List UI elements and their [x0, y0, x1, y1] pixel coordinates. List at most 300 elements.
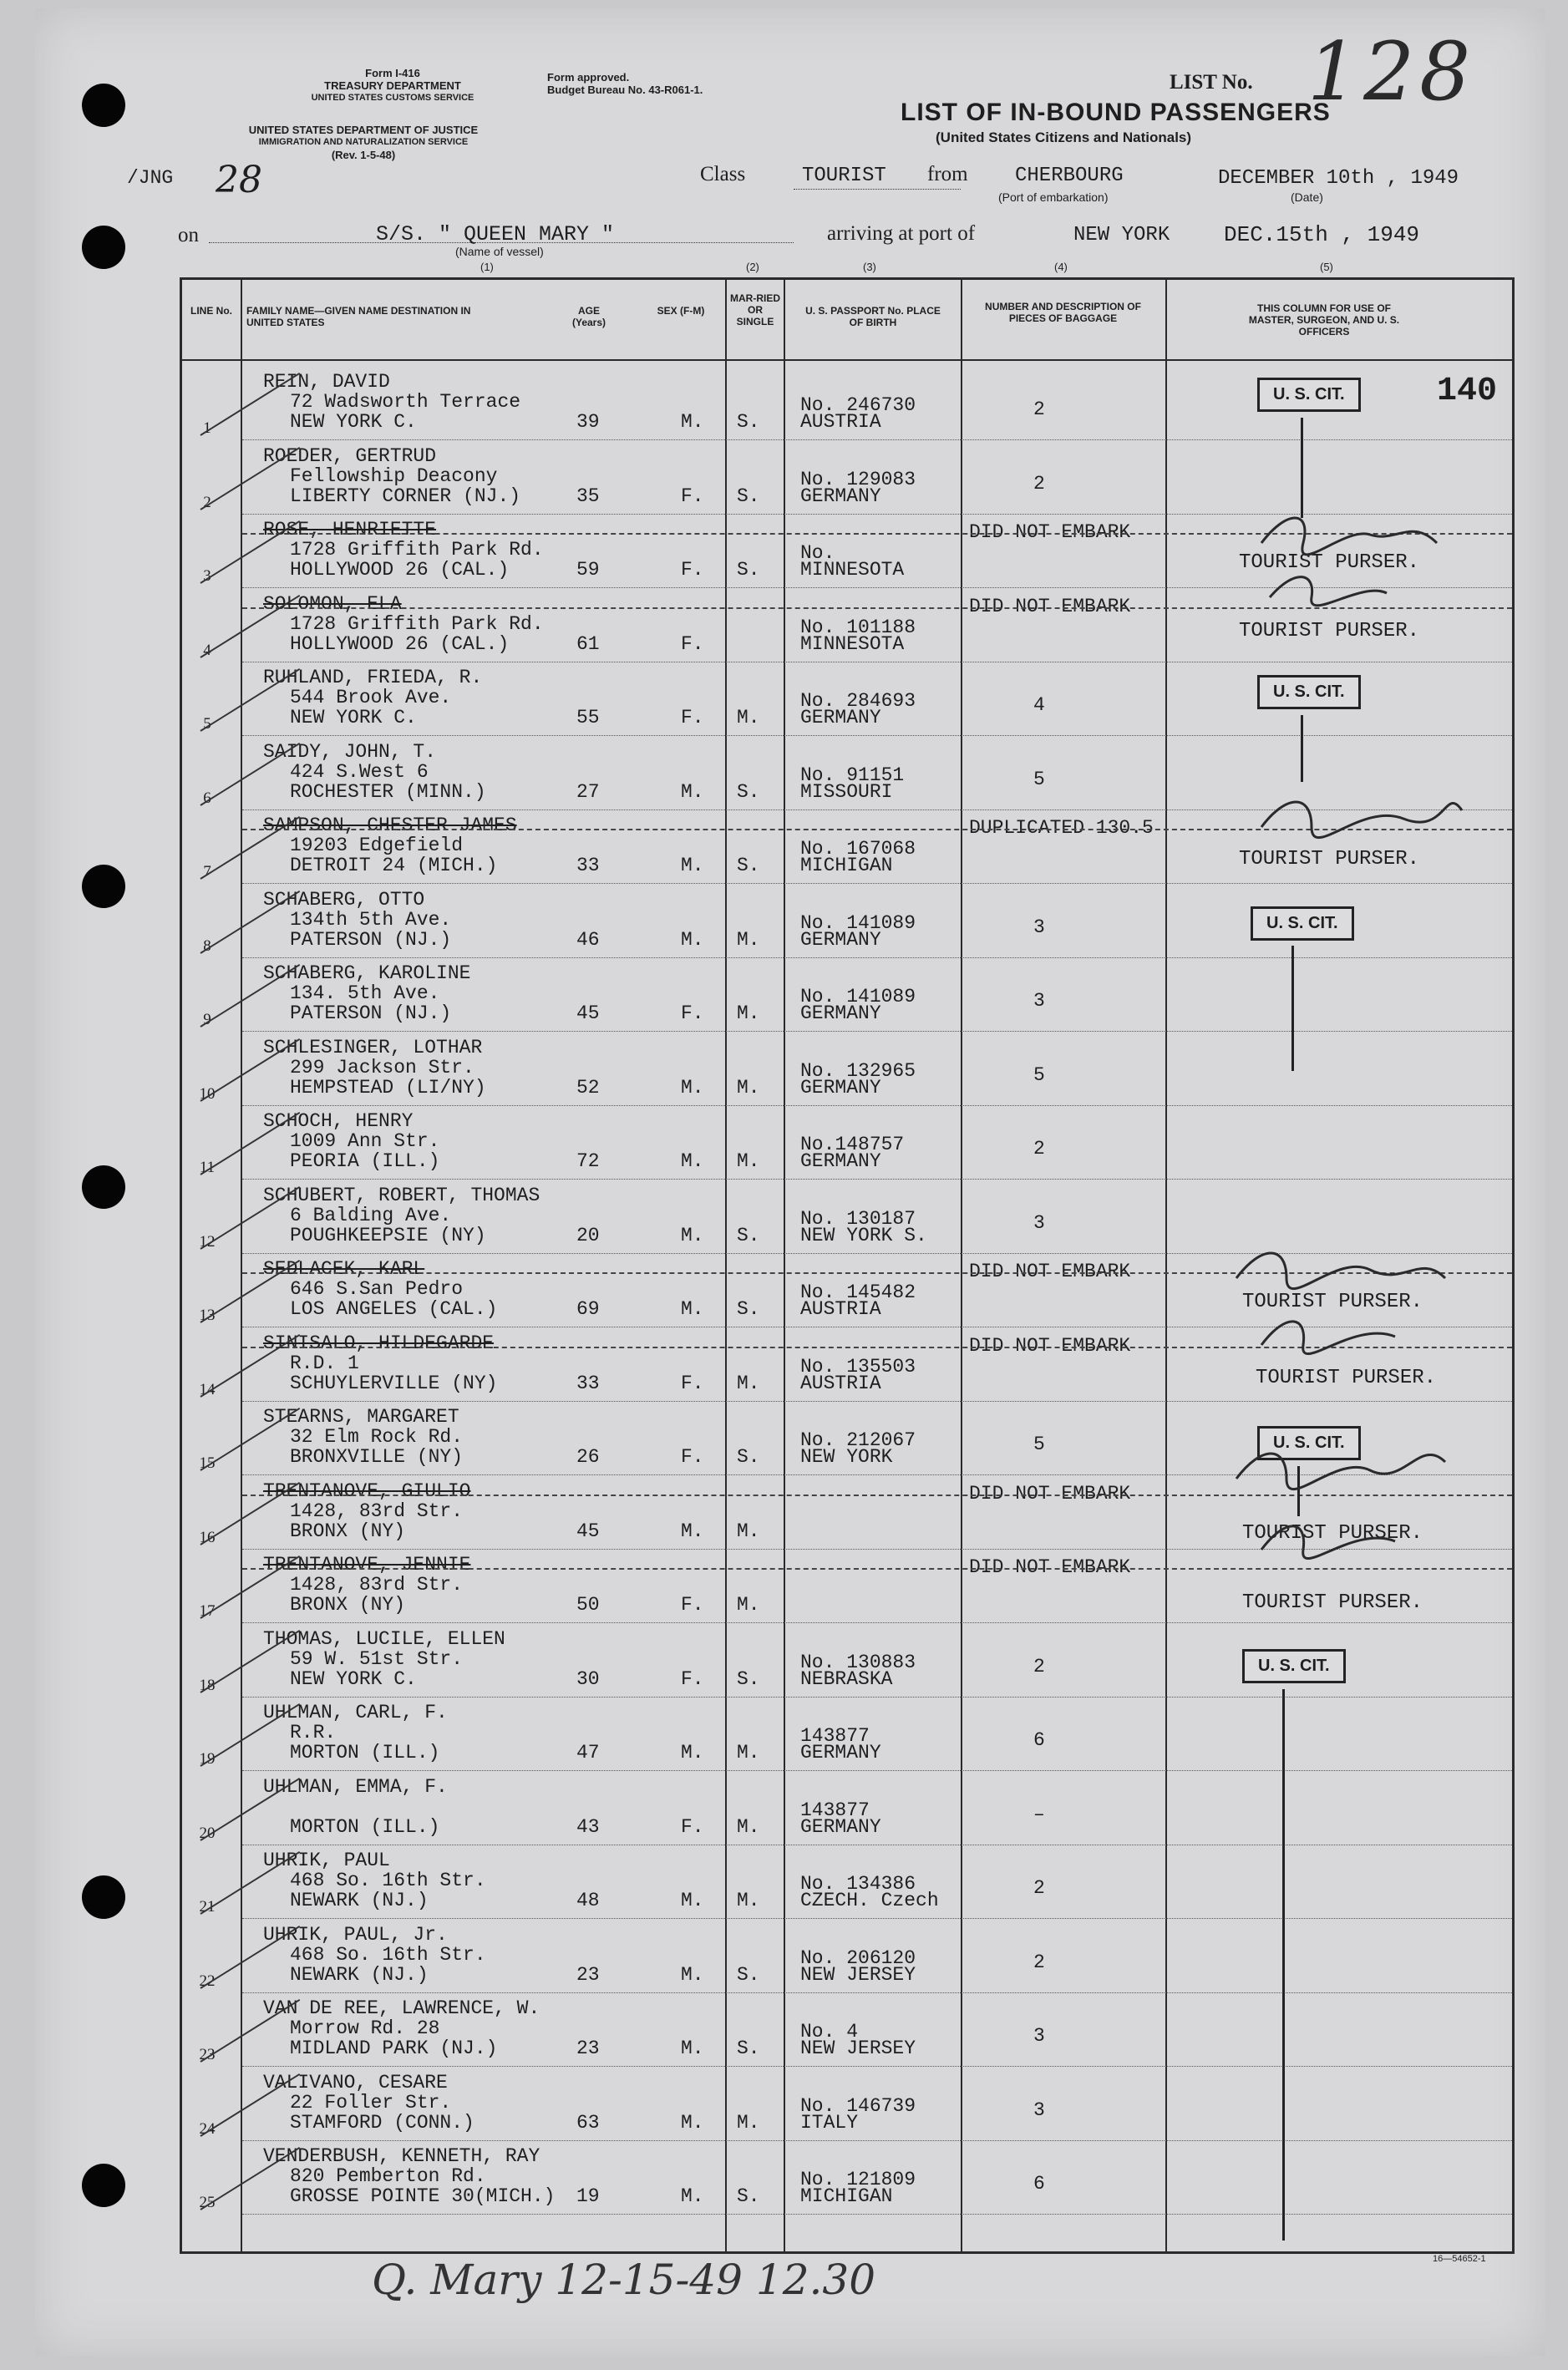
baggage-count: 2: [1033, 1138, 1045, 1160]
tourist-purser-note: TOURIST PURSER.: [1242, 1291, 1423, 1313]
line-number: 9: [203, 1011, 211, 1028]
baggage-count: DID NOT EMBARK: [969, 1483, 1131, 1505]
check-mark: [200, 1778, 300, 1841]
passenger-name: SAMPSON, CHESTER JAMES: [263, 815, 517, 836]
address-street: Fellowship Deacony: [290, 465, 498, 487]
marital-status: M.: [737, 1816, 760, 1838]
us-cit-stamp: U. S. CIT.: [1257, 675, 1361, 709]
check-mark: [200, 1555, 300, 1619]
age-value: 23: [576, 1964, 600, 1986]
line-number: 4: [203, 642, 211, 659]
baggage-count: 6: [1033, 1729, 1045, 1751]
check-mark: [200, 743, 300, 806]
address-city: BRONXVILLE (NY): [290, 1446, 464, 1468]
purser-signatures: [1236, 493, 1529, 844]
address-street: 59 W. 51st Str.: [290, 1648, 464, 1670]
check-mark: [200, 2147, 300, 2210]
address-street: 646 S.San Pedro: [290, 1278, 464, 1300]
baggage-count: 5: [1033, 769, 1045, 790]
punch-hole: [82, 84, 125, 127]
age-value: 19: [576, 2185, 600, 2207]
baggage-count: 3: [1033, 990, 1045, 1012]
passenger-name: UHLMAN, EMMA, F.: [263, 1776, 448, 1798]
passport-number: No. 167068: [800, 838, 916, 860]
place-of-birth: MICHIGAN: [800, 855, 893, 876]
address-street: 1728 Griffith Park Rd.: [290, 539, 544, 561]
address-city: BRONX (NY): [290, 1594, 406, 1616]
age-value: 59: [576, 559, 600, 581]
baggage-count: 3: [1033, 916, 1045, 938]
passenger-name: SCHUBERT, ROBERT, THOMAS: [263, 1185, 540, 1206]
marital-status: M.: [737, 1520, 760, 1542]
clerk-initials: /JNG: [127, 167, 174, 189]
table-row: [0, 1698, 1568, 1772]
form-approved: Form approved.: [547, 71, 630, 84]
tourist-purser-note: TOURIST PURSER.: [1242, 1522, 1423, 1545]
age-value: 52: [576, 1077, 600, 1099]
place-of-birth: GERMANY: [800, 1816, 881, 1838]
col-num-2: (2): [746, 261, 759, 273]
place-of-birth: GERMANY: [800, 707, 881, 728]
age-value: 45: [576, 1002, 600, 1024]
age-value: 69: [576, 1298, 600, 1320]
count-annotation: 140: [1437, 373, 1498, 410]
col-num-1: (1): [480, 261, 494, 273]
sex-value: M.: [681, 2112, 704, 2134]
check-mark: [200, 1926, 300, 1989]
passenger-name: UHRIK, PAUL: [263, 1850, 390, 1871]
place-of-birth: NEW YORK S.: [800, 1225, 927, 1246]
check-mark: [200, 1260, 300, 1323]
baggage-count: 2: [1033, 398, 1045, 420]
tourist-purser-note: TOURIST PURSER.: [1239, 620, 1420, 642]
age-value: 61: [576, 633, 600, 655]
address-city: ROCHESTER (MINN.): [290, 781, 486, 803]
check-mark: [200, 1186, 300, 1250]
arriving-label: arriving at port of: [827, 222, 976, 245]
page-title: LIST OF IN-BOUND PASSENGERS: [901, 99, 1331, 126]
marital-status: S.: [737, 1668, 760, 1690]
place-of-birth: NEW JERSEY: [800, 1964, 916, 1986]
address-city: BRONX (NY): [290, 1520, 406, 1542]
baggage-count: 5: [1033, 1434, 1045, 1455]
baggage-count: 2: [1033, 1656, 1045, 1677]
marital-status: S.: [737, 1446, 760, 1468]
marital-status: S.: [737, 1225, 760, 1246]
us-cit-stamp: U. S. CIT.: [1251, 906, 1354, 941]
col-header-age: AGE (Years): [571, 305, 606, 328]
place-of-birth: GERMANY: [800, 1150, 881, 1172]
us-cit-stamp: U. S. CIT.: [1257, 378, 1361, 412]
marital-status: M.: [737, 1150, 760, 1172]
address-city: PATERSON (NJ.): [290, 1002, 452, 1024]
address-street: 134th 5th Ave.: [290, 909, 452, 931]
address-city: POUGHKEEPSIE (NY): [290, 1225, 486, 1246]
age-value: 50: [576, 1594, 600, 1616]
form-number: Form I-416: [365, 67, 420, 79]
row-divider: [242, 883, 1512, 884]
col-num-5: (5): [1320, 261, 1333, 273]
age-value: 27: [576, 781, 600, 803]
table-row: [0, 1921, 1568, 1994]
header-divider: [180, 359, 1515, 361]
address-city: NEWARK (NJ.): [290, 1890, 429, 1911]
line-number: 23: [199, 2046, 216, 2063]
passenger-name: VENDERBUSH, KENNETH, RAY: [263, 2145, 540, 2167]
passenger-name: RUHLAND, FRIEDA, R.: [263, 667, 483, 688]
passport-number: No. 91151: [800, 764, 905, 786]
baggage-count: 3: [1033, 1212, 1045, 1234]
sex-value: M.: [681, 2038, 704, 2059]
address-street: R.D. 1: [290, 1352, 359, 1374]
justice-dept: UNITED STATES DEPARTMENT OF JUSTICE: [248, 124, 479, 136]
row-divider: [242, 1622, 1512, 1623]
baggage-count: 3: [1033, 2099, 1045, 2121]
check-mark: [200, 1408, 300, 1471]
passport-number: No. 141089: [800, 912, 916, 934]
check-mark: [200, 668, 300, 732]
place-of-birth: GERMANY: [800, 1002, 881, 1024]
marital-status: M.: [737, 1002, 760, 1024]
place-of-birth: MINNESOTA: [800, 559, 905, 581]
address-street: 820 Pemberton Rd.: [290, 2165, 486, 2187]
marital-status: S.: [737, 559, 760, 581]
address-street: 1009 Ann Str.: [290, 1130, 440, 1152]
marital-status: S.: [737, 2038, 760, 2059]
marital-status: S.: [737, 485, 760, 507]
address-city: DETROIT 24 (MICH.): [290, 855, 498, 876]
place-of-birth: GERMANY: [800, 929, 881, 951]
arrival-port: NEW YORK: [1073, 224, 1170, 246]
line-number: 17: [199, 1602, 216, 1620]
place-of-birth: MINNESOTA: [800, 633, 905, 655]
check-mark: [200, 1630, 300, 1693]
marital-status: S.: [737, 2185, 760, 2207]
check-mark: [200, 1851, 300, 1915]
passport-number: No. 129083: [800, 469, 916, 490]
col-header-name: FAMILY NAME—GIVEN NAME DESTINATION IN UNITED STATES: [246, 305, 471, 328]
passenger-name: VALIVANO, CESARE: [263, 2072, 448, 2093]
line-number: 2: [203, 494, 211, 511]
place-of-birth: MICHIGAN: [800, 2185, 893, 2207]
sex-value: M.: [681, 1077, 704, 1099]
place-of-birth: CZECH. Czech: [800, 1890, 939, 1911]
line-number: 8: [203, 937, 211, 955]
age-value: 30: [576, 1668, 600, 1690]
table-row: [0, 1846, 1568, 1920]
table-row: [0, 1107, 1568, 1180]
col-header-baggage: NUMBER AND DESCRIPTION OF PIECES OF BAGGAGE: [985, 301, 1141, 324]
passenger-name: VAN DE REE, LAWRENCE, W.: [263, 1997, 540, 2019]
sex-value: F.: [681, 633, 704, 655]
passenger-name: SCHABERG, OTTO: [263, 889, 425, 911]
line-number: 20: [199, 1824, 216, 1842]
sex-value: F.: [681, 1446, 704, 1468]
address-city: MORTON (ILL.): [290, 1816, 440, 1838]
marital-status: S.: [737, 411, 760, 433]
sex-value: F.: [681, 1816, 704, 1838]
passenger-name: SOLOMON, ELA: [263, 593, 402, 615]
address-street: 19203 Edgefield: [290, 835, 464, 856]
row-divider: [242, 1918, 1512, 1919]
line-number: 21: [199, 1898, 216, 1916]
place-of-birth: ITALY: [800, 2112, 859, 2134]
vessel-caption: (Name of vessel): [455, 245, 544, 258]
budget-bureau: Budget Bureau No. 43-R061-1.: [547, 84, 703, 96]
address-city: NEWARK (NJ.): [290, 1964, 429, 1986]
passenger-name: SCHLESINGER, LOTHAR: [263, 1037, 483, 1058]
marital-status: S.: [737, 1298, 760, 1320]
row-divider: [242, 1770, 1512, 1771]
sex-value: M.: [681, 929, 704, 951]
passenger-name: REIN, DAVID: [263, 371, 390, 393]
revision: (Rev. 1-5-48): [331, 149, 396, 161]
baggage-count: 4: [1033, 694, 1045, 716]
sex-value: F.: [681, 1373, 704, 1394]
passport-number: No. 246730: [800, 394, 916, 416]
baggage-count: DID NOT EMBARK: [969, 1335, 1131, 1357]
address-city: SCHUYLERVILLE (NY): [290, 1373, 498, 1394]
footer-handwriting: Q. Mary 12-15-49 12.30: [372, 2256, 876, 2304]
class-label: Class: [700, 163, 746, 185]
table-row: [0, 2142, 1568, 2215]
class-underline: [794, 189, 961, 190]
baggage-count: DID NOT EMBARK: [969, 521, 1131, 543]
line-number: 22: [199, 1972, 216, 1990]
check-mark: [200, 891, 300, 954]
row-divider: [242, 439, 1512, 440]
address-city: LIBERTY CORNER (NJ.): [290, 485, 521, 507]
punch-hole: [82, 226, 125, 269]
passport-number: 143877: [800, 1725, 870, 1747]
table-row: [0, 1773, 1568, 1846]
port-caption: (Port of embarkation): [998, 190, 1109, 204]
class-value: TOURIST: [802, 165, 886, 187]
vessel-name: S/S. " QUEEN MARY ": [376, 222, 615, 246]
passenger-name: SAIDY, JOHN, T.: [263, 741, 437, 763]
baggage-count: 2: [1033, 1951, 1045, 1973]
passenger-name: SCHOCH, HENRY: [263, 1110, 414, 1132]
passenger-name: SCHABERG, KAROLINE: [263, 962, 471, 984]
table-row: [0, 1033, 1568, 1107]
table-row: [0, 2068, 1568, 2142]
passport-number: No. 206120: [800, 1947, 916, 1969]
address-street: Morrow Rd. 28: [290, 2017, 440, 2039]
marital-status: S.: [737, 855, 760, 876]
line-number: 16: [199, 1529, 216, 1546]
check-mark: [200, 964, 300, 1028]
col-header-married: MAR-RIED OR SINGLE: [730, 292, 780, 327]
address-city: NEW YORK C.: [290, 707, 417, 728]
place-of-birth: NEW JERSEY: [800, 2038, 916, 2059]
address-city: PATERSON (NJ.): [290, 929, 452, 951]
passport-number: No. 4: [800, 2021, 859, 2043]
line-number: 24: [199, 2120, 216, 2138]
row-divider: [242, 1697, 1512, 1698]
col-num-4: (4): [1054, 261, 1068, 273]
line-number: 13: [199, 1307, 216, 1324]
address-city: MIDLAND PARK (NJ.): [290, 2038, 498, 2059]
col-header-line: LINE No.: [190, 305, 232, 317]
arrival-date: DEC.15th , 1949: [1224, 222, 1420, 247]
col-header-officers: THIS COLUMN FOR USE OF MASTER, SURGEON, AND U. S. OFFICERS: [1248, 302, 1400, 337]
line-number: 5: [203, 715, 211, 733]
age-value: 26: [576, 1446, 600, 1468]
tourist-purser-note: TOURIST PURSER.: [1239, 551, 1420, 574]
check-mark: [200, 1703, 300, 1767]
check-mark: [200, 595, 300, 658]
page-subtitle: (United States Citizens and Nationals): [936, 129, 1192, 145]
passenger-name: THOMAS, LUCILE, ELLEN: [263, 1628, 505, 1650]
marital-status: M.: [737, 2112, 760, 2134]
baggage-count: 2: [1033, 1877, 1045, 1899]
address-city: MORTON (ILL.): [290, 1742, 440, 1764]
col-header-sex: SEX (F-M): [657, 305, 705, 317]
marital-status: M.: [737, 1742, 760, 1764]
age-value: 39: [576, 411, 600, 433]
line-number: 11: [199, 1159, 216, 1176]
sex-value: M.: [681, 781, 704, 803]
tourist-purser-note: TOURIST PURSER.: [1239, 848, 1420, 870]
address-city: PEORIA (ILL.): [290, 1150, 440, 1172]
place-of-birth: MISSOURI: [800, 781, 893, 803]
sex-value: F.: [681, 1002, 704, 1024]
row-divider: [242, 1031, 1512, 1032]
sex-value: M.: [681, 2185, 704, 2207]
check-mark: [200, 1112, 300, 1175]
place-of-birth: AUSTRIA: [800, 1373, 881, 1394]
line-number: 10: [199, 1085, 216, 1103]
address-street: 424 S.West 6: [290, 761, 429, 783]
check-mark: [200, 1334, 300, 1398]
list-no-label: LIST No.: [1170, 71, 1253, 94]
passport-number: No. 145482: [800, 1281, 916, 1303]
marital-status: S.: [737, 1964, 760, 1986]
check-mark: [200, 447, 300, 510]
address-street: R.R.: [290, 1722, 337, 1743]
passenger-name: UHRIK, PAUL, Jr.: [263, 1924, 448, 1946]
address-city: HOLLYWOOD 26 (CAL.): [290, 633, 510, 655]
check-mark: [200, 1999, 300, 2063]
col-num-3: (3): [863, 261, 876, 273]
date-caption: (Date): [1291, 190, 1323, 204]
passenger-name: SINISALO, HILDEGARDE: [263, 1332, 495, 1354]
line-number: 25: [199, 2194, 216, 2211]
passport-number: No.: [800, 542, 835, 564]
list-number: 128: [1307, 25, 1476, 119]
footer-code: 16—54652-1: [1433, 2254, 1486, 2264]
marital-status: M.: [737, 1077, 760, 1099]
passenger-name: ROSE, HENRIETTE: [263, 519, 437, 540]
place-of-birth: GERMANY: [800, 1077, 881, 1099]
table-row: [0, 959, 1568, 1033]
stamp-leader-line: [1291, 946, 1294, 1071]
age-value: 23: [576, 2038, 600, 2059]
row-divider: [242, 2214, 1512, 2215]
marital-status: M.: [737, 1890, 760, 1911]
check-mark: [200, 1482, 300, 1545]
sex-value: M.: [681, 855, 704, 876]
address-street: 1428, 83rd Str.: [290, 1500, 464, 1522]
sex-value: F.: [681, 1668, 704, 1690]
purser-signatures-lower: [1228, 1228, 1520, 1596]
row-divider: [242, 2066, 1512, 2067]
marital-status: M.: [737, 929, 760, 951]
baggage-count: 3: [1033, 2025, 1045, 2047]
line-number: 1: [203, 419, 211, 437]
check-mark: [200, 2073, 300, 2137]
address-city: HOLLYWOOD 26 (CAL.): [290, 559, 510, 581]
age-value: 47: [576, 1742, 600, 1764]
line-number: 7: [203, 863, 211, 881]
place-of-birth: AUSTRIA: [800, 411, 881, 433]
baggage-count: DID NOT EMBARK: [969, 1556, 1131, 1578]
sex-value: M.: [681, 1150, 704, 1172]
passenger-name: TRENTANOVE, GIULIO: [263, 1480, 471, 1502]
on-label: on: [178, 224, 199, 246]
customs-service: UNITED STATES CUSTOMS SERVICE: [311, 93, 474, 103]
age-value: 55: [576, 707, 600, 728]
tourist-purser-note: TOURIST PURSER.: [1256, 1367, 1437, 1389]
address-street: 32 Elm Rock Rd.: [290, 1426, 464, 1448]
address-city: NEW YORK C.: [290, 411, 417, 433]
from-label: from: [927, 163, 968, 185]
passport-number: No. 135503: [800, 1356, 916, 1378]
row-divider: [242, 2140, 1512, 2141]
address-street: 134. 5th Ave.: [290, 982, 440, 1004]
passport-number: No. 146739: [800, 2095, 916, 2117]
marital-status: M.: [737, 707, 760, 728]
sex-value: M.: [681, 1890, 704, 1911]
address-street: 6 Balding Ave.: [290, 1205, 452, 1226]
clerk-handwritten: 28: [216, 159, 262, 201]
address-street: 468 So. 16th Str.: [290, 1944, 486, 1966]
line-number: 3: [203, 567, 211, 585]
col-header-passport: U. S. PASSPORT No. PLACE OF BIRTH: [805, 305, 941, 328]
baggage-count: 2: [1033, 473, 1045, 495]
sex-value: F.: [681, 707, 704, 728]
us-cit-stamp: U. S. CIT.: [1242, 1649, 1346, 1683]
row-divider: [242, 957, 1512, 958]
passenger-name: ROEDER, GERTRUD: [263, 445, 437, 467]
line-number: 15: [199, 1454, 216, 1472]
baggage-count: –: [1033, 1804, 1045, 1825]
line-number: 19: [199, 1750, 216, 1768]
departure-date: DECEMBER 10th , 1949: [1218, 167, 1459, 190]
address-street: 1728 Griffith Park Rd.: [290, 613, 544, 635]
sex-value: M.: [681, 1742, 704, 1764]
passport-number: No.148757: [800, 1134, 905, 1155]
age-value: 72: [576, 1150, 600, 1172]
place-of-birth: NEW YORK: [800, 1446, 893, 1468]
marital-status: M.: [737, 1594, 760, 1616]
row-divider: [242, 1105, 1512, 1106]
check-mark: [200, 520, 300, 584]
marital-status: M.: [737, 1373, 760, 1394]
sex-value: M.: [681, 1964, 704, 1986]
sex-value: M.: [681, 411, 704, 433]
tourist-purser-note: TOURIST PURSER.: [1242, 1591, 1423, 1614]
passenger-name: STEARNS, MARGARET: [263, 1406, 459, 1428]
sex-value: M.: [681, 1520, 704, 1542]
address-street: 72 Wadsworth Terrace: [290, 391, 521, 413]
passport-number: No. 132965: [800, 1060, 916, 1082]
baggage-count: DID NOT EMBARK: [969, 1261, 1131, 1282]
age-value: 20: [576, 1225, 600, 1246]
address-street: 468 So. 16th Str.: [290, 1870, 486, 1891]
address-city: STAMFORD (CONN.): [290, 2112, 474, 2134]
check-mark: [200, 373, 300, 436]
